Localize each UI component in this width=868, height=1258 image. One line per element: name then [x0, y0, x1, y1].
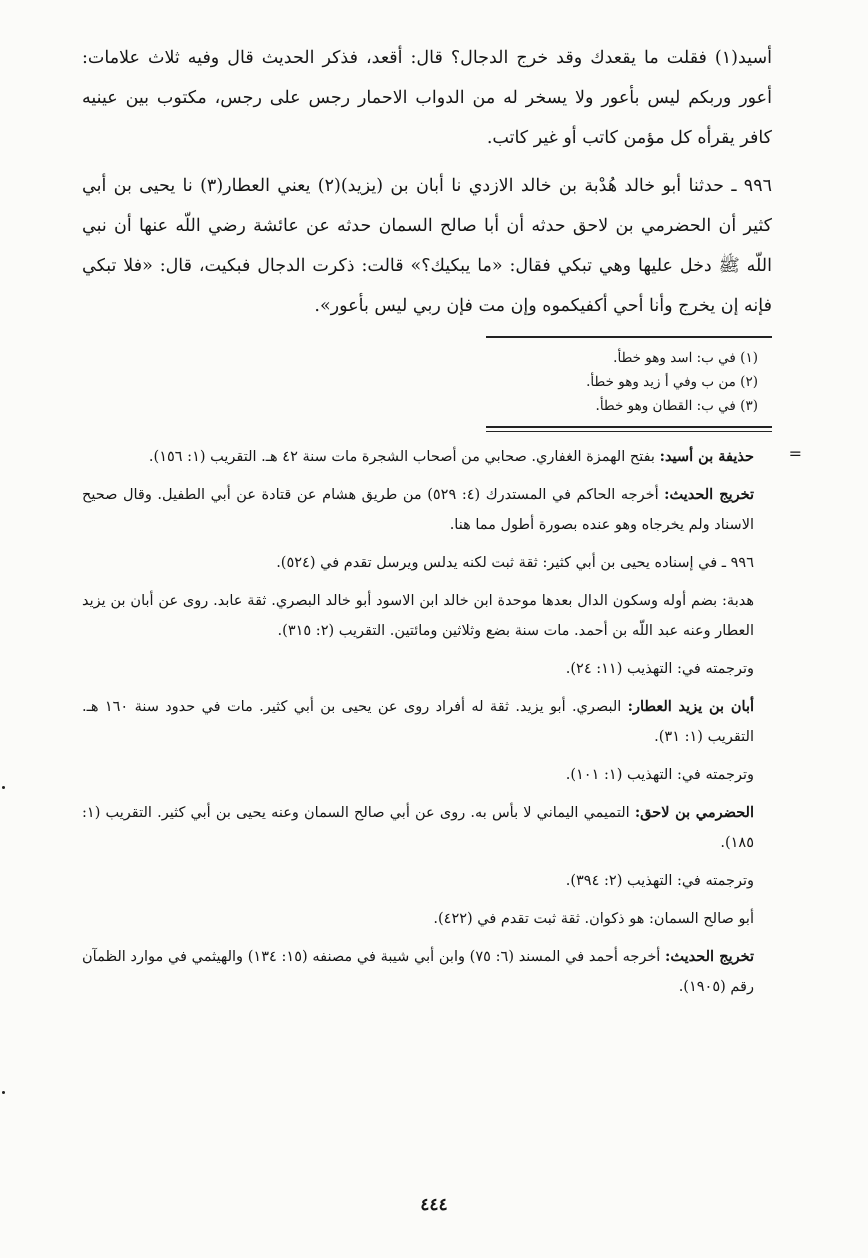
commentary-tahdhib-2: وترجمته في: التهذيب (١: ١٠١). [565, 767, 754, 783]
term: تخريج الحديث: [665, 948, 755, 965]
text: أخرجه الحاكم في المستدرك (٤: ٥٢٩) من طريق هشام عن قتادة عن أبي الطفيل. وقال صحيح الاسناد ولم يخرجاه وهو عنده بصورة أطول مما هنا. [82, 487, 754, 533]
commentary-separator [486, 426, 772, 432]
commentary-hudhayfa [82, 442, 772, 472]
hadith-continuation: أسيد(١) فقلت ما يقعدك وقد خرج الدجال؟ قال: أقعد، فذكر الحديث قال وفيه ثلاث علامات: أعور وربكم ليس بأعور ولا يسخر له من الدواب الاحمار رجس على رجس، مكتوب بين عينيه كافر يقرأه كل مؤمن كاتب أو غير كاتب. [82, 48, 772, 148]
footnotes [82, 346, 772, 418]
hadith-996: ٩٩٦ ـ حدثنا أبو خالد هُدْبة بن خالد الازدي نا أبان بن (يزيد)(٢) يعني العطار(٣) نا يحيى بن أبي كثير أن الحضرمي بن لاحق حدثه أن أبا صالح السمان حدثه عن عائشة رضي اللّه عنها أن نبي اللّه ﷺ دخل عليها وهي تبكي فقال: «ما يبكيك؟» قالت: ذكرت الدجال فبكيت، قال: «فلا تبكي فإنه إن يخرج وأنا أحي أكفيكموه وإن مت فإن ربي ليس بأعور». [82, 176, 772, 316]
term: حذيفة بن أسيد: [659, 448, 754, 465]
footnote-separator [486, 336, 772, 338]
main-text [82, 38, 772, 326]
text: أخرجه أحمد في المسند (٦: ٧٥) وابن أبي شيبة في مصنفه (١٥: ١٣٤) والهيثمي في موارد الظمآن رقم (١٩٠٥). [82, 949, 754, 995]
book-page [82, 38, 802, 1010]
commentary-996: ٩٩٦ ـ في إسناده يحيى بن أبي كثير: ثقة ثبت لكنه يدلس ويرسل تقدم في (٥٢٤). [276, 555, 754, 571]
commentary-tahdhib-3: وترجمته في: التهذيب (٢: ٣٩٤). [565, 873, 754, 889]
scan-dot [2, 1091, 5, 1094]
footnote-1: (١) في ب: اسد وهو خطأ. [613, 350, 758, 366]
page-number: ٤٤٤ [420, 1195, 448, 1215]
commentary-hudba: هدبة: بضم أوله وسكون الدال بعدها موحدة ابن خالد ابن الاسود أبو خالد البصري. ثقة عابد. روى عن أبان بن يزيد العطار وعنه عبد اللّه بن أحمد. مات سنة بضع وثلاثين ومائتين. التقريب (٢: ٣١٥). [82, 593, 754, 639]
commentary-takhrij-2 [82, 942, 772, 1002]
commentary-abu-salih: أبو صالح السمان: هو ذكوان. ثقة ثبت تقدم في (٤٢٢). [433, 911, 754, 927]
commentary-hadrami [82, 798, 772, 858]
footnote-3: (٣) في ب: القطان وهو خطأ. [595, 398, 758, 414]
footnote-2: (٢) من ب وفي أ زيد وهو خطأ. [586, 374, 758, 390]
commentary [82, 442, 802, 1002]
text: البصري. أبو يزيد. ثقة له أفراد روى عن يحيى بن أبي كثير. مات في حدود سنة ١٦٠ هـ. التقريب (١: ٣١). [82, 699, 754, 745]
scan-dot [2, 786, 5, 789]
term: أبان بن يزيد العطار: [627, 698, 755, 715]
term: الحضرمي بن لاحق: [634, 804, 754, 821]
commentary-takhrij-1 [82, 480, 772, 540]
term: تخريج الحديث: [664, 486, 754, 503]
commentary-tahdhib-1: وترجمته في: التهذيب (١١: ٢٤). [565, 661, 754, 677]
continuation-mark: = [788, 444, 802, 463]
text: بفتح الهمزة الغفاري. صحابي من أصحاب الشجرة مات سنة ٤٢ هـ. التقريب (١: ١٥٦). [148, 449, 660, 465]
text: التميمي اليماني لا بأس به. روى عن أبي صالح السمان وعنه يحيى بن أبي كثير. التقريب (١: ١٨٥). [82, 805, 754, 851]
commentary-aban [82, 692, 772, 752]
